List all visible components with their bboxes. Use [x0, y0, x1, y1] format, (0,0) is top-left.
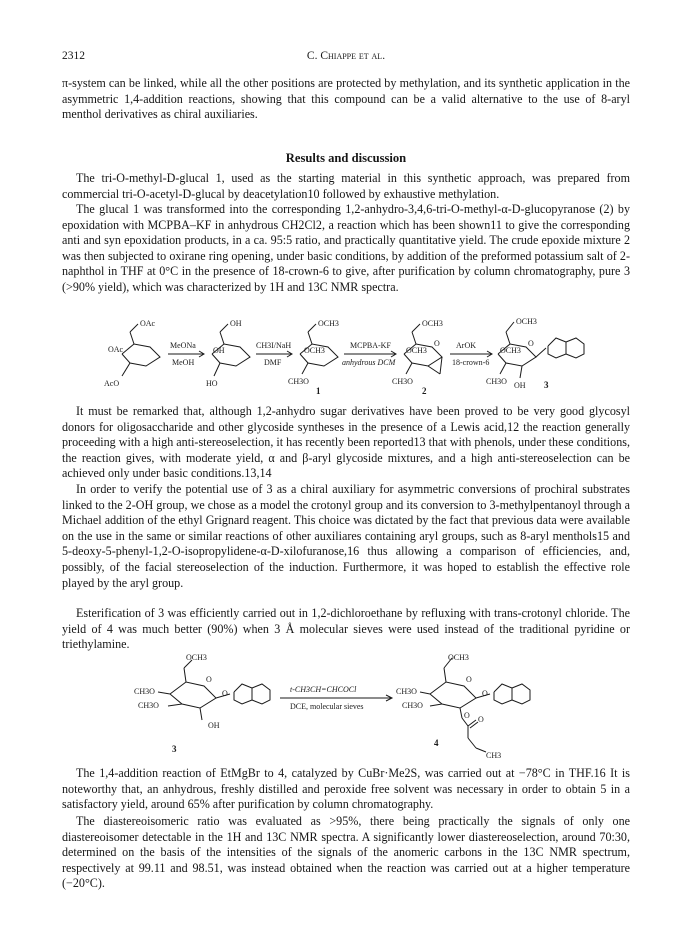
scheme1-s3-sub1: OCH3	[422, 319, 443, 328]
scheme1-s3-label: 2	[422, 386, 427, 396]
section-title: Results and discussion	[285, 151, 407, 165]
paragraph-1: The tri-O-methyl-D-glucal 1, used as the starting material in this synthetic approach, was prepared from commercial tri-O-acetyl-D-glucal by deacetylation10 followed by exhaustive methylation.	[62, 171, 630, 201]
scheme1-s1-sub2: OH	[213, 346, 225, 355]
scheme1-s1-sub1: OH	[230, 319, 242, 328]
scheme2-right-carbonyl-o: O	[478, 715, 484, 724]
scheme2-left-link-o: O	[222, 689, 228, 698]
scheme1-s0-sub3: AcO	[104, 379, 120, 388]
scheme1-s0-sub1: OAc	[140, 319, 156, 328]
scheme2-right-sub1: OCH3	[448, 653, 469, 662]
paragraph-7: The diastereoisomeric ratio was evaluated as >95%, there being practically the signals of only one diastereoisomer detectable in the 1H and 13C NMR spectra. A significantly lower diastereoselection, around 70:30, determined on the basis of the intensities of the signals of the anomeric carbons in the 13C NMR spectrum, respectively at 99.11 and 98.51, was instead obtained when the reaction was carried out at a higher temperature (−20°C).	[62, 814, 630, 891]
scheme-1	[104, 316, 604, 398]
scheme2-right-link-o: O	[482, 689, 488, 698]
scheme1-arrow4-bottom: 18-crown-6	[452, 358, 490, 367]
scheme1-arrow4-top: ArOK	[456, 341, 476, 350]
scheme1-s4-oh: OH	[514, 381, 526, 390]
scheme1-s3-sub2: OCH3	[406, 346, 427, 355]
scheme1-arrow2-top: CH3I/NaH	[256, 341, 292, 350]
scheme1-s1-sub3: HO	[206, 379, 218, 388]
scheme1-arrow1-top: MeONa	[170, 341, 196, 350]
scheme2-right-ch3: CH3	[486, 751, 502, 760]
scheme1-s3-ring-o: O	[434, 339, 440, 348]
scheme1-s2-sub3: CH3O	[288, 377, 309, 386]
paragraph-3: It must be remarked that, although 1,2-anhydro sugar derivatives have been proved to be very good glycosyl donors for oligosaccharide and other glycoside syntheses in the presence of a Lewis acid,12 the reaction generally proceeding with a high anti-stereoselection, it has recently been reported13 that with phenols, under these conditions, the reaction gives, with moderate yield, α and β-aryl glycoside mixtures, and a high anti-stereoselection can be achieved only under basic conditions.13,14	[62, 404, 630, 481]
scheme1-s3-sub3: CH3O	[392, 377, 413, 386]
scheme2-right-structure	[396, 653, 530, 760]
scheme1-structure-4	[486, 317, 584, 390]
scheme2-right-label: 4	[434, 738, 439, 748]
scheme1-arrow3-bottom: anhydrous DCM	[342, 358, 396, 367]
scheme2-left-sub3: CH3O	[138, 701, 159, 710]
scheme2-left-label: 3	[172, 744, 177, 754]
scheme1-s4-sub3: CH3O	[486, 377, 507, 386]
running-authors: C. Chiappe et al.	[306, 50, 386, 62]
scheme2-left-oh: OH	[208, 721, 220, 730]
scheme1-structure-0	[104, 319, 160, 388]
scheme2-left-ring-o: O	[206, 675, 212, 684]
scheme2-arrow-bottom: DCE, molecular sieves	[290, 702, 364, 711]
running-header	[62, 50, 630, 66]
scheme2-right-sub3: CH3O	[402, 701, 423, 710]
scheme1-s4-ring-o: O	[528, 339, 534, 348]
scheme1-structure-3	[392, 319, 443, 396]
scheme1-arrow-4	[450, 341, 492, 367]
scheme1-s2-sub1: OCH3	[318, 319, 339, 328]
scheme2-left-sub2: CH3O	[134, 687, 155, 696]
scheme2-left-structure	[134, 653, 270, 754]
scheme1-arrow-2	[256, 341, 292, 367]
paragraph-4: In order to verify the potential use of 3 as a chiral auxiliary for asymmetric conversions of prochiral substrates linked to the 2-OH group, we chose as a model the crotonyl group and its conversion to 3-methylpentanoyl through a Michael addition of the ethyl Grignard reagent. This choice was dictated by the fact that previous data were available on the use in the same or similar reactions of other auxiliares containing aryl groups, such as 8-aryl menthols15 and 5-deoxy-5-phenyl-1,2-O-isopropylidene-α-D-xilofuranose,16 thus allowing a comparison of efficiencies, and, possibly, of the facial stereoselection of the induction. Furthermore, it was hoped to establish the effective role played by the aryl group.	[62, 482, 630, 590]
scheme2-arrow	[280, 685, 392, 711]
scheme2-left-sub1: OCH3	[186, 653, 207, 662]
scheme1-arrow-3	[342, 341, 397, 367]
scheme1-s4-label: 3	[544, 380, 549, 390]
scheme-2	[130, 652, 600, 762]
scheme1-s0-sub2: OAc	[108, 345, 124, 354]
scheme1-s4-sub2: OCH3	[500, 346, 521, 355]
scheme2-right-ester-o: O	[464, 711, 470, 720]
page-number: 2312	[62, 50, 85, 62]
intro-paragraph: π-system can be linked, while all the other positions are protected by methylation, and its synthetic application in the asymmetric 1,4-addition reactions, showing that this compound can be a valid alternative to the use of 8-aryl menthol derivatives as chiral auxiliaries.	[62, 76, 630, 122]
paragraph-6: The 1,4-addition reaction of EtMgBr to 4, catalyzed by CuBr·Me2S, was carried out at −78°C in THF.16 It is noteworthy that, an anhydrous, freshly distilled and peroxide free solvent was necessary in order to obtain 5 in a satisfactory yield, around 65% after purification by column chromatography.	[62, 766, 630, 812]
scheme1-arrow2-bottom: DMF	[264, 358, 282, 367]
scheme1-arrow1-bottom: MeOH	[172, 358, 195, 367]
scheme1-s2-label: 1	[316, 386, 321, 396]
paragraph-5: Esterification of 3 was efficiently carried out in 1,2-dichloroethane by refluxing with trans-crotonyl chloride. The yield of 4 was much better (90%) when 3 Å molecular sieves were used instead of the traditional pyridine or triethylamine.	[62, 606, 630, 652]
scheme1-arrow3-top: MCPBA-KF	[350, 341, 391, 350]
scheme1-s4-sub1: OCH3	[516, 317, 537, 326]
scheme2-arrow-top: t-CH3CH=CHCOCl	[290, 685, 357, 694]
scheme2-right-sub2: CH3O	[396, 687, 417, 696]
scheme1-s2-sub2: OCH3	[304, 346, 325, 355]
paragraph-2: The glucal 1 was transformed into the corresponding 1,2-anhydro-3,4,6-tri-O-methyl-α-D-glucopyranose (2) by epoxidation with MCPBA–KF in anhydrous CH2Cl2, a reaction which has been shown11 to give the corresponding anti and syn epoxidation products, in a ca. 95:5 ratio, and practically quantitative yield. The crude epoxide mixture 2 was then subjected to oxirane ring opening, under basic conditions, by addition of the preformed potassium salt of 2-naphthol in THF at 0°C in the presence of 18-crown-6 to give, after purification by column chromatography, pure 3 (>90% yield), which was characterized by 1H and 13C NMR spectra.	[62, 202, 630, 294]
scheme2-right-ring-o: O	[466, 675, 472, 684]
scheme1-arrow-1	[168, 341, 204, 367]
scheme1-structure-2	[288, 319, 339, 396]
scheme1-structure-1	[206, 319, 250, 388]
